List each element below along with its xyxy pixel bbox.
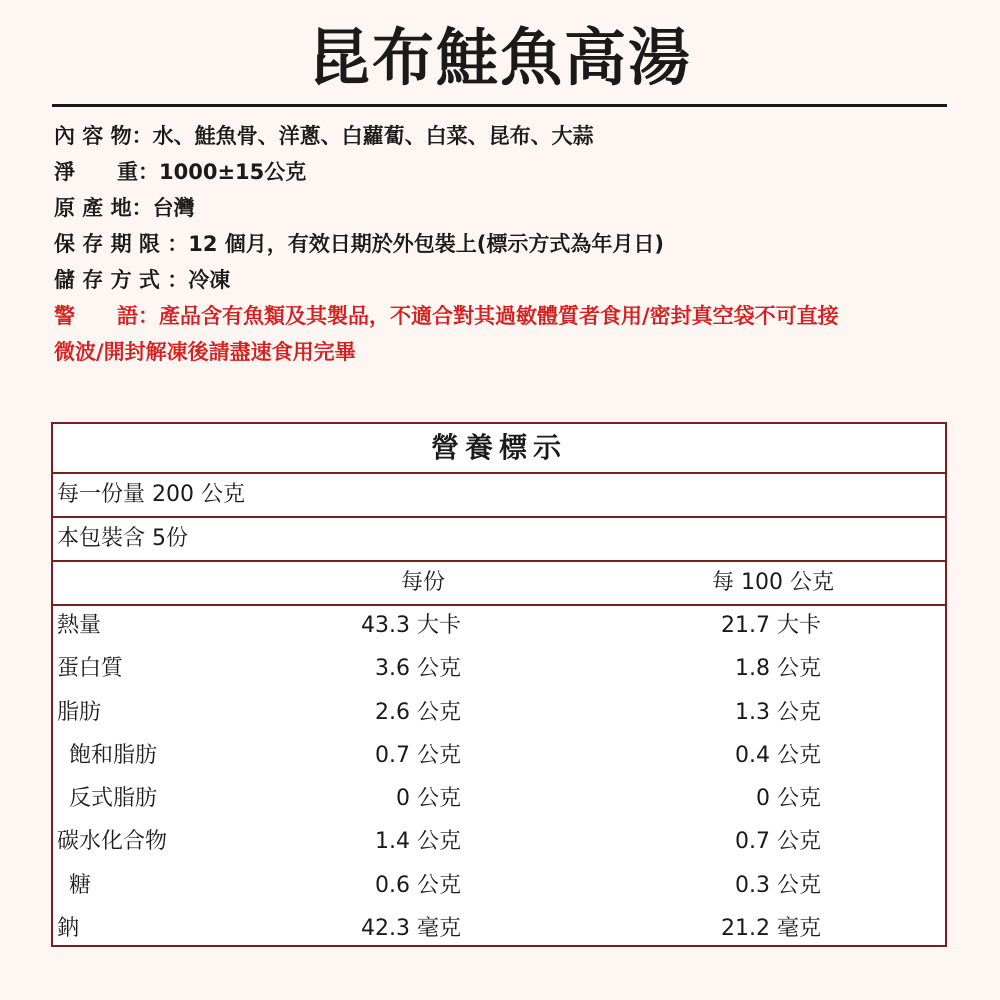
info-row-weight [54,154,954,190]
serving-size: 每一份量 200 公克 [53,474,945,518]
nutrition-row [53,779,945,822]
value-per-serving: 1.4 公克 [375,829,461,855]
info-value: ：台灣 [131,196,195,220]
col-per-serving: 每份 [400,570,445,595]
nutrient-name: 飽和脂肪 [69,742,158,768]
product-title: 昆布鮭魚高湯 [307,21,692,94]
warning-line1: ：產品含有魚類及其製品，不適合對其過敏體質者食用/密封真空袋不可直接 [138,304,839,328]
warning-label: 警 語 [54,304,138,328]
value-per-serving: 2.6 公克 [375,699,461,725]
nutrition-rows [53,606,945,952]
info-value: ：水、鮭魚骨、洋蔥、白蘿蔔、白菜、昆布、大蒜 [131,124,594,148]
value-per-serving: 0.7 公克 [375,742,461,768]
value-per-serving: 43.3 大卡 [361,613,461,638]
nutrient-name: 蛋白質 [57,656,124,682]
nutrition-row [53,822,945,865]
value-per-100g: 21.2 毫克 [721,916,821,942]
value-per-100g: 0 公克 [756,786,821,812]
nutrient-name: 熱量 [57,613,102,638]
nutrient-name: 脂肪 [57,699,102,725]
nutrition-title: 營養標示 [53,424,945,474]
nutrition-row [53,736,945,779]
servings-per-package: 本包裝含 5份 [53,518,945,562]
nutrient-name: 反式脂肪 [69,786,158,812]
info-label: 原 產 地 [54,196,132,220]
nutrition-row [53,606,945,649]
value-per-serving: 3.6 公克 [375,656,461,682]
nutrient-name: 糖 [69,872,92,898]
value-per-100g: 1.3 公克 [735,699,821,725]
info-label: 淨 重 [54,160,138,184]
info-row-contents [54,118,954,154]
info-row-storage [54,262,954,298]
title-divider [52,104,947,107]
nutrition-row [53,693,945,736]
nutrient-name: 鈉 [57,916,80,942]
info-row-shelf-life [54,226,954,262]
nutrition-row [53,866,945,909]
value-per-100g: 0.4 公克 [735,742,821,768]
value-per-100g: 0.7 公克 [735,829,821,855]
info-value: ：1000±15公克 [138,160,307,184]
info-label: 保 存 期 限 [54,232,160,256]
info-label: 內 容 物 [54,124,132,148]
value-per-100g: 1.8 公克 [735,656,821,682]
value-per-serving: 42.3 毫克 [361,916,461,942]
value-per-100g: 21.7 大卡 [721,613,821,638]
col-per-100g: 每 100 公克 [712,570,834,595]
nutrition-row [53,649,945,692]
product-info [54,118,954,370]
nutrition-header-row [53,562,945,606]
info-label: 儲 存 方 式 [54,268,160,292]
value-per-100g: 0.3 公克 [735,872,821,898]
nutrition-row [53,909,945,952]
value-per-serving: 0 公克 [396,786,461,812]
value-per-serving: 0.6 公克 [375,872,461,898]
nutrition-table [51,422,947,947]
warning-line2: 微波/開封解凍後請盡速食用完畢 [54,340,356,364]
info-value: ：冷凍 [159,268,231,292]
info-value: ：12 個月，有效日期於外包裝上(標示方式為年月日) [159,232,664,256]
nutrient-name: 碳水化合物 [57,829,168,855]
warning-text [54,298,954,370]
info-row-origin [54,190,954,226]
